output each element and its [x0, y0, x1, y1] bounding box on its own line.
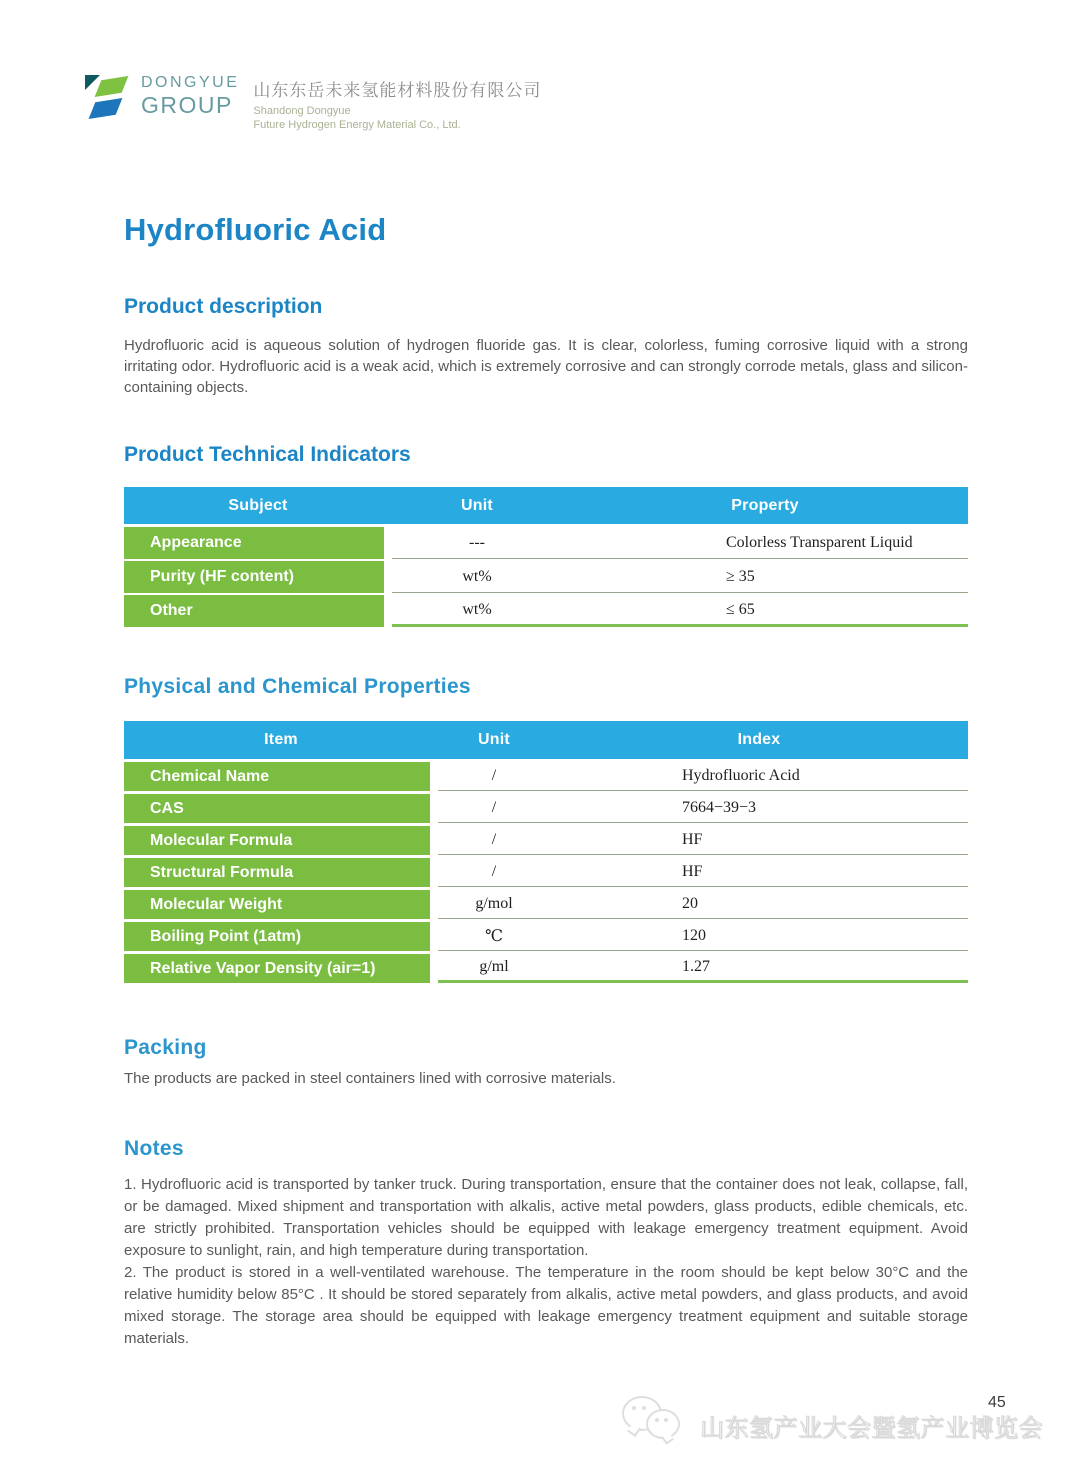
heading-product-description: Product description: [124, 295, 323, 318]
company-name-en-line2: Future Hydrogen Energy Material Co., Ltd.: [253, 119, 461, 131]
row-unit-cell: ℃: [438, 922, 550, 951]
brand-line1: DONGYUE: [141, 74, 240, 91]
heading-technical-indicators: Product Technical Indicators: [124, 443, 411, 466]
company-name-en-line1: Shandong Dongyue: [253, 105, 351, 117]
row-label-cell: Structural Formula: [124, 858, 430, 887]
column-header-property: Property: [731, 496, 799, 514]
row-label-cell: Boiling Point (1atm): [124, 922, 430, 951]
notes-list: [124, 1174, 968, 1350]
row-unit-cell: /: [438, 794, 550, 823]
row-label-cell: Appearance: [124, 527, 384, 559]
row-unit-cell: /: [438, 762, 550, 791]
heading-physical-chemical: Physical and Chemical Properties: [124, 675, 471, 698]
cell-gap: [430, 762, 438, 791]
bubble-eye: [642, 1406, 646, 1410]
table-row: [124, 890, 968, 919]
cell-gap: [430, 794, 438, 823]
row-unit-cell: g/mol: [438, 890, 550, 919]
row-label-cell: Relative Vapor Density (air=1): [124, 954, 430, 983]
row-value-cell: ≤ 65: [562, 595, 968, 627]
heading-notes: Notes: [124, 1137, 184, 1160]
table-row: [124, 954, 968, 983]
row-label-cell: Other: [124, 595, 384, 627]
row-label-cell: CAS: [124, 794, 430, 823]
table-row: [124, 595, 968, 627]
row-value-cell: 1.27: [550, 954, 968, 983]
packing-text: The products are packed in steel containers lined with corrosive materials.: [124, 1070, 616, 1087]
row-unit-cell: ---: [392, 527, 562, 559]
column-header-unit: Unit: [478, 731, 510, 748]
cell-gap: [430, 826, 438, 855]
table-row: [124, 858, 968, 887]
heading-packing: Packing: [124, 1036, 207, 1059]
row-label-cell: Molecular Weight: [124, 890, 430, 919]
column-header-item: Item: [264, 731, 298, 748]
cell-gap: [384, 595, 392, 627]
technical-indicators-table: [124, 487, 968, 627]
row-value-cell: Colorless Transparent Liquid: [562, 527, 968, 559]
bubble-eye: [655, 1418, 659, 1422]
row-unit-cell: /: [438, 858, 550, 887]
column-header-subject: Subject: [228, 496, 288, 514]
table-row: [124, 922, 968, 951]
physical-chemical-table: [124, 721, 968, 983]
table-row: [124, 561, 968, 593]
row-label-cell: Purity (HF content): [124, 561, 384, 593]
row-value-cell: 120: [550, 922, 968, 951]
note-item: 1. Hydrofluoric acid is transported by tanker truck. During transportation, ensure that the container does not leak, collapse, fall, or be damaged. Mixed shipment and transportation with alkalis, active metal powders, glass products, edible chemicals, etc. are strictly prohibited. Transportation vehicles should be equipped with leakage emergency treatment equipment. Avoid exposure to sunlight, rain, and high temperature during transportation.: [124, 1176, 968, 1259]
logo-blue-ribbon: [89, 98, 123, 119]
row-value-cell: Hydrofluoric Acid: [550, 762, 968, 791]
main-content: [124, 0, 968, 1350]
table-body: [124, 762, 968, 983]
note-item: 2. The product is stored in a well-ventilated warehouse. The temperature in the room should be kept below 30°C and the relative humidity below 85°C . It should be stored separately from alkalis, active metal powders, and glass products, and avoid mixed storage. The storage area should be equipped with leakage emergency treatment equipment and suitable storage materials.: [124, 1264, 968, 1347]
table-header-row: [124, 721, 968, 759]
cell-gap: [384, 527, 392, 559]
page-number: 45: [988, 1394, 1006, 1411]
brand-line2: GROUP: [141, 92, 233, 118]
column-header-index: Index: [737, 731, 781, 748]
column-header-unit: Unit: [461, 496, 493, 514]
row-value-cell: 20: [550, 890, 968, 919]
table-row: [124, 762, 968, 791]
page-title: Hydrofluoric Acid: [124, 212, 387, 247]
row-value-cell: HF: [550, 858, 968, 887]
cell-gap: [430, 954, 438, 983]
wechat-icon: [622, 1396, 684, 1448]
table-row: [124, 527, 968, 559]
product-description-text: Hydrofluoric acid is aqueous solution of hydrogen fluoride gas. It is clear, colorless, fuming corrosive liquid with a strong irritating odor. Hydrofluoric acid is a weak acid, which is extremely corrosive and can strongly corrode metals, glass and silicon-containing objects.: [124, 337, 968, 396]
row-value-cell: ≥ 35: [562, 561, 968, 593]
row-unit-cell: /: [438, 826, 550, 855]
row-unit-cell: wt%: [392, 595, 562, 627]
chat-bubble-small: [646, 1409, 680, 1439]
bubble-eye: [664, 1418, 668, 1422]
watermark-text: 山东氢产业大会暨氢产业博览会: [700, 1415, 1043, 1442]
row-unit-cell: wt%: [392, 561, 562, 593]
row-value-cell: HF: [550, 826, 968, 855]
bubble-eye: [632, 1406, 636, 1410]
row-unit-cell: g/ml: [438, 954, 550, 983]
row-value-cell: 7664−39−3: [550, 794, 968, 823]
chat-bubble-large: [622, 1396, 662, 1431]
table-row: [124, 794, 968, 823]
table-row: [124, 826, 968, 855]
table-body: [124, 527, 968, 627]
table-header-row: [124, 487, 968, 524]
cell-gap: [384, 561, 392, 593]
company-name-cn: 山东东岳未来氢能材料股份有限公司: [253, 81, 542, 100]
row-label-cell: Molecular Formula: [124, 826, 430, 855]
cell-gap: [430, 922, 438, 951]
cell-gap: [430, 890, 438, 919]
cell-gap: [430, 858, 438, 887]
row-label-cell: Chemical Name: [124, 762, 430, 791]
